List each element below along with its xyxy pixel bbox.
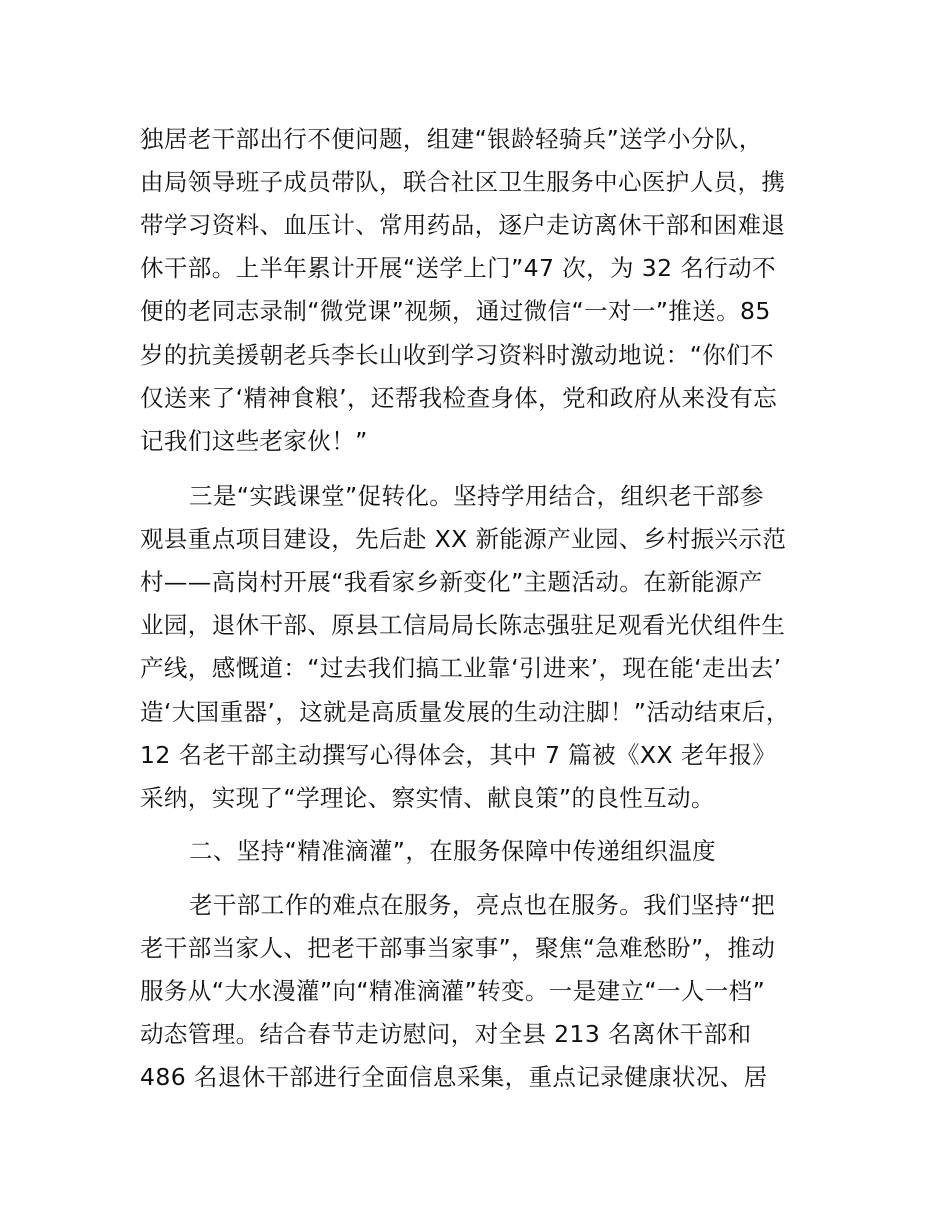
text-line: 服务从“大水漫灌”向“精准滴灌”转变。一是建立“一人一档” (140, 977, 766, 1006)
text-line: 486 名退休干部进行全面信息采集，重点记录健康状况、居 (140, 1063, 768, 1092)
text-line: 带学习资料、血压计、常用药品，逐户走访离休干部和困难退 (140, 211, 786, 240)
text-line: 三是“实践课堂”促转化。坚持学用结合，组织老干部参 (189, 482, 764, 510)
text-line: 老干部当家人、把老干部事当家事”，聚焦“急难愁盼”，推动 (140, 934, 776, 963)
text-line: 独居老干部出行不便问题，组建“银龄轻骑兵”送学小分队， (140, 125, 763, 153)
text-line: 二、坚持“精准滴灌”，在服务保障中传递组织温度 (189, 837, 717, 865)
text-line: 造‘大国重器’，这就是高质量发展的生动注脚！”活动结束后， (140, 697, 790, 726)
text-line: 老干部工作的难点在服务，亮点也在服务。我们坚持“把 (189, 891, 776, 919)
text-line: 便的老同志录制“微党课”视频，通过微信“一对一”推送。85 (140, 297, 771, 326)
text-line: 记我们这些老家伙！” (140, 426, 368, 455)
text-line: 采纳，实现了“学理论、察实情、献良策”的良性互动。 (140, 783, 715, 812)
text-line: 由局领导班子成员带队，联合社区卫生服务中心医护人员，携 (140, 168, 786, 197)
text-line: 12 名老干部主动撰写心得体会，其中 7 篇被《XX 老年报》 (140, 740, 777, 769)
text-line: 观县重点项目建设，先后赴 XX 新能源产业园、乡村振兴示范 (140, 525, 787, 554)
text-line: 产线，感慨道：“过去我们搞工业靠‘引进来’，现在能‘走出去’ (140, 654, 782, 683)
text-line: 休干部。上半年累计开展“送学上门”47 次，为 32 名行动不 (140, 254, 776, 283)
text-line: 仅送来了‘精神食粮’，还帮我检查身体，党和政府从来没有忘 (140, 383, 778, 412)
text-line: 业园，退休干部、原县工信局局长陈志强驻足观看光伏组件生 (140, 611, 786, 640)
text-line: 动态管理。结合春节走访慰问，对全县 213 名离休干部和 (140, 1020, 752, 1049)
text-line: 岁的抗美援朝老兵李长山收到学习资料时激动地说：“你们不 (140, 340, 774, 369)
text-line: 村——高岗村开展“我看家乡新变化”主题活动。在新能源产 (140, 568, 763, 597)
